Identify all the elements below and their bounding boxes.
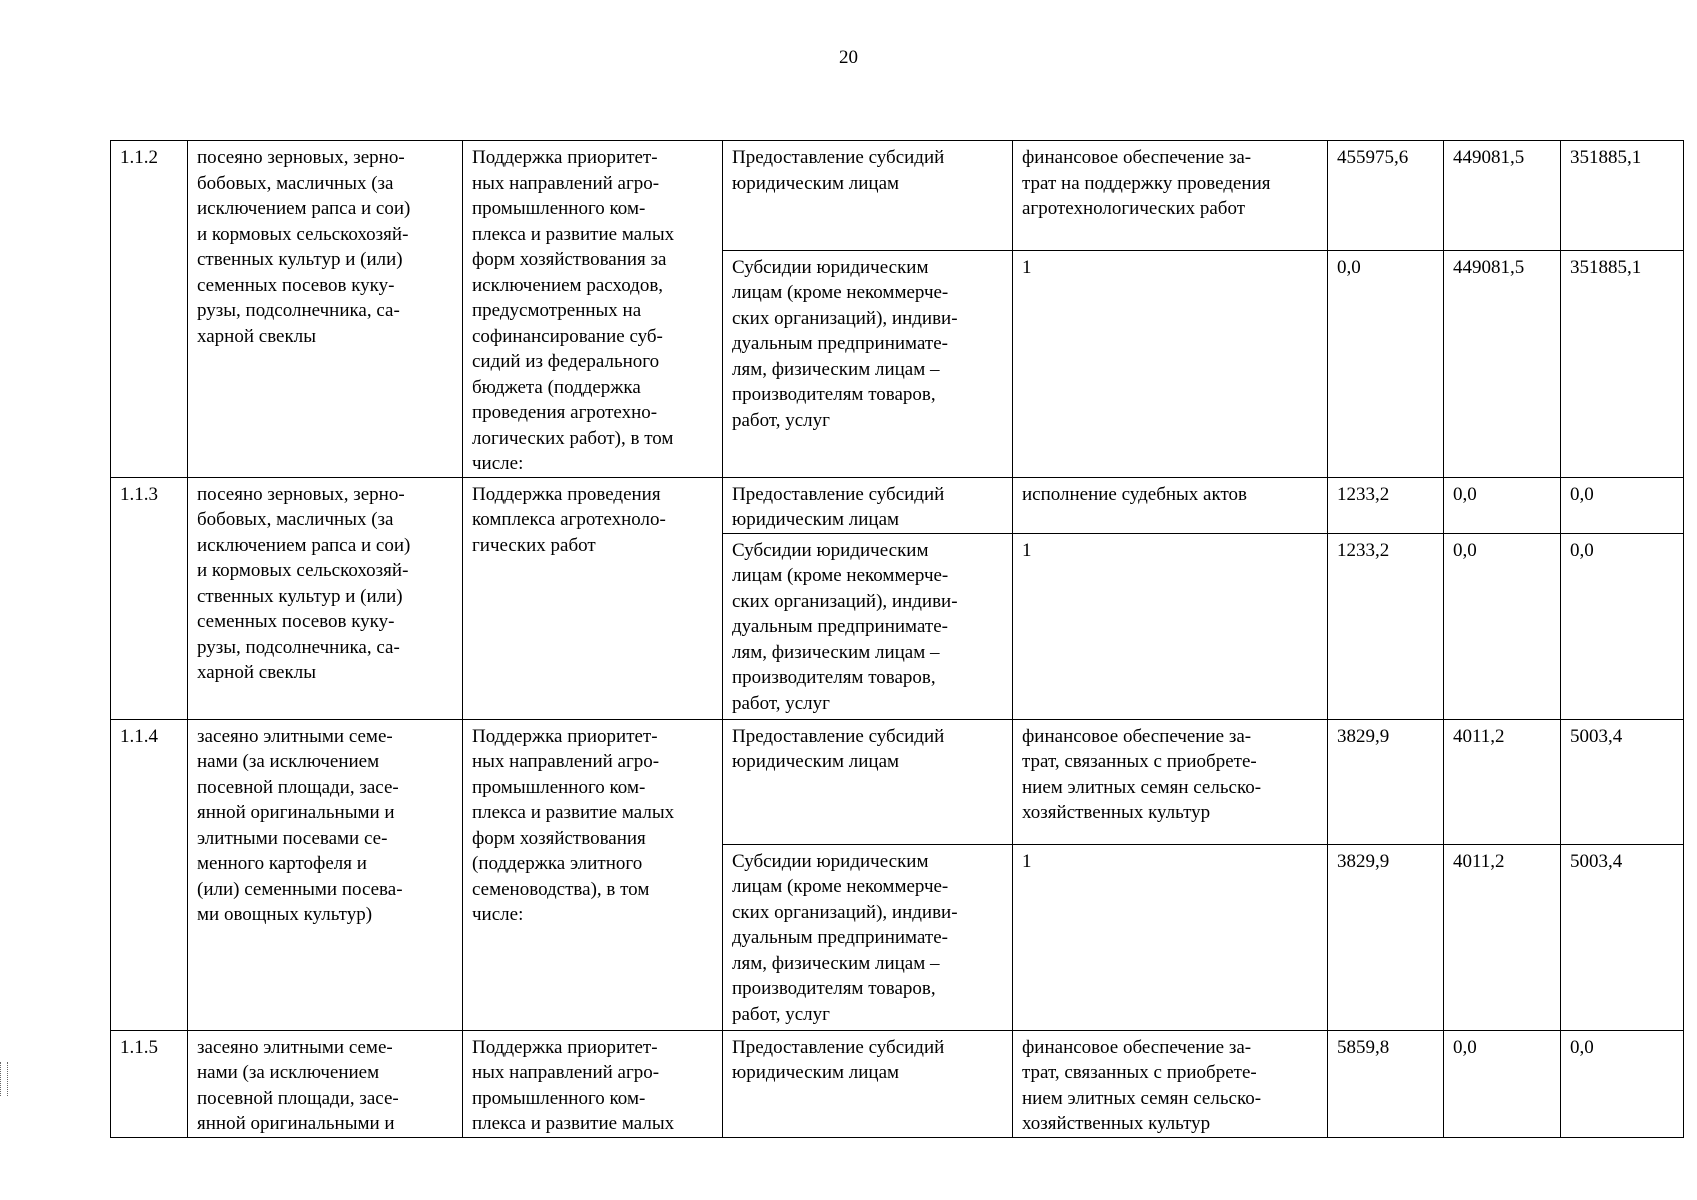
value-cell-1: 3829,9 — [1328, 844, 1444, 1030]
value-cell-2: 4011,2 — [1444, 719, 1561, 844]
table-row — [111, 477, 1684, 533]
value-cell-2: 0,0 — [1444, 477, 1561, 533]
purpose-cell: финансовое обеспечение за- трат на поддержку проведения агротехнологических работ — [1013, 141, 1328, 251]
indicator-cell: посеяно зерновых, зерно- бобовых, масличных (за исключением рапса и сои) и кормовых сельскохозяй- ственных культур и (или) семенных посевов куку- рузы, подсолнечника, са- харной свеклы — [188, 141, 463, 478]
subsidy-type-cell: Предоставление субсидий юридическим лицам — [723, 1030, 1013, 1137]
subsidy-type-cell: Субсидии юридическим лицам (кроме некоммерче- ских организаций), индиви- дуальным предпринимате- лям, физическим лицам – производителям товаров, работ, услуг — [723, 844, 1013, 1030]
subsidy-table — [110, 140, 1684, 1138]
purpose-cell: финансовое обеспечение за- трат, связанных с приобрете- нием элитных семян сельско- хозяйственных культур — [1013, 719, 1328, 844]
value-cell-2: 4011,2 — [1444, 844, 1561, 1030]
value-cell-2: 449081,5 — [1444, 250, 1561, 477]
table-row — [111, 719, 1684, 844]
value-cell-3: 0,0 — [1561, 1030, 1684, 1137]
table-row — [111, 141, 1684, 251]
value-cell-2: 0,0 — [1444, 1030, 1561, 1137]
purpose-cell: 1 — [1013, 250, 1328, 477]
indicator-cell: посеяно зерновых, зерно- бобовых, масличных (за исключением рапса и сои) и кормовых сельскохозяй- ственных культур и (или) семенных посевов куку- рузы, подсолнечника, са- харной свеклы — [188, 477, 463, 719]
value-cell-3: 5003,4 — [1561, 844, 1684, 1030]
value-cell-1: 0,0 — [1328, 250, 1444, 477]
value-cell-1: 3829,9 — [1328, 719, 1444, 844]
measure-cell: Поддержка приоритет- ных направлений агро- промышленного ком- плекса и развитие малых форм хозяйствования (поддержка элитного семеноводства), в том числе: — [463, 719, 723, 1030]
indicator-cell: засеяно элитными семе- нами (за исключением посевной площади, засе- янной оригинальными и — [188, 1030, 463, 1137]
subsidy-type-cell: Предоставление субсидий юридическим лицам — [723, 141, 1013, 251]
measure-cell: Поддержка приоритет- ных направлений агро- промышленного ком- плекса и развитие малых форм хозяйствования за исключением расходов, предусмотренных на софинансирование суб- сидий из федерального бюджета (поддержка проведения агротехно- логических работ), в том числе: — [463, 141, 723, 478]
value-cell-2: 0,0 — [1444, 533, 1561, 719]
value-cell-1: 1233,2 — [1328, 477, 1444, 533]
subsidy-type-cell: Предоставление субсидий юридическим лицам — [723, 477, 1013, 533]
value-cell-1: 1233,2 — [1328, 533, 1444, 719]
value-cell-3: 351885,1 — [1561, 250, 1684, 477]
measure-cell: Поддержка приоритет- ных направлений агро- промышленного ком- плекса и развитие малых — [463, 1030, 723, 1137]
subsidy-type-cell: Предоставление субсидий юридическим лицам — [723, 719, 1013, 844]
subsidy-type-cell: Субсидии юридическим лицам (кроме некоммерче- ских организаций), индиви- дуальным предпринимате- лям, физическим лицам – производителям товаров, работ, услуг — [723, 250, 1013, 477]
purpose-cell: исполнение судебных актов — [1013, 477, 1328, 533]
value-cell-3: 5003,4 — [1561, 719, 1684, 844]
value-cell-1: 455975,6 — [1328, 141, 1444, 251]
row-number: 1.1.5 — [111, 1030, 188, 1137]
row-number: 1.1.3 — [111, 477, 188, 719]
row-number: 1.1.2 — [111, 141, 188, 478]
measure-cell: Поддержка проведения комплекса агротехноло- гических работ — [463, 477, 723, 719]
indicator-cell: засеяно элитными семе- нами (за исключением посевной площади, засе- янной оригинальными и элитными посевами се- менного картофеля и (или) семенными посева- ми овощных культур) — [188, 719, 463, 1030]
value-cell-2: 449081,5 — [1444, 141, 1561, 251]
purpose-cell: 1 — [1013, 844, 1328, 1030]
page-number: 20 — [839, 47, 858, 68]
value-cell-3: 0,0 — [1561, 533, 1684, 719]
purpose-cell: 1 — [1013, 533, 1328, 719]
scan-margin-mark — [0, 1062, 8, 1096]
subsidy-type-cell: Субсидии юридическим лицам (кроме некоммерче- ских организаций), индиви- дуальным предпринимате- лям, физическим лицам – производителям товаров, работ, услуг — [723, 533, 1013, 719]
value-cell-3: 351885,1 — [1561, 141, 1684, 251]
value-cell-3: 0,0 — [1561, 477, 1684, 533]
row-number: 1.1.4 — [111, 719, 188, 1030]
value-cell-1: 5859,8 — [1328, 1030, 1444, 1137]
table-row — [111, 1030, 1684, 1137]
purpose-cell: финансовое обеспечение за- трат, связанных с приобрете- нием элитных семян сельско- хозяйственных культур — [1013, 1030, 1328, 1137]
